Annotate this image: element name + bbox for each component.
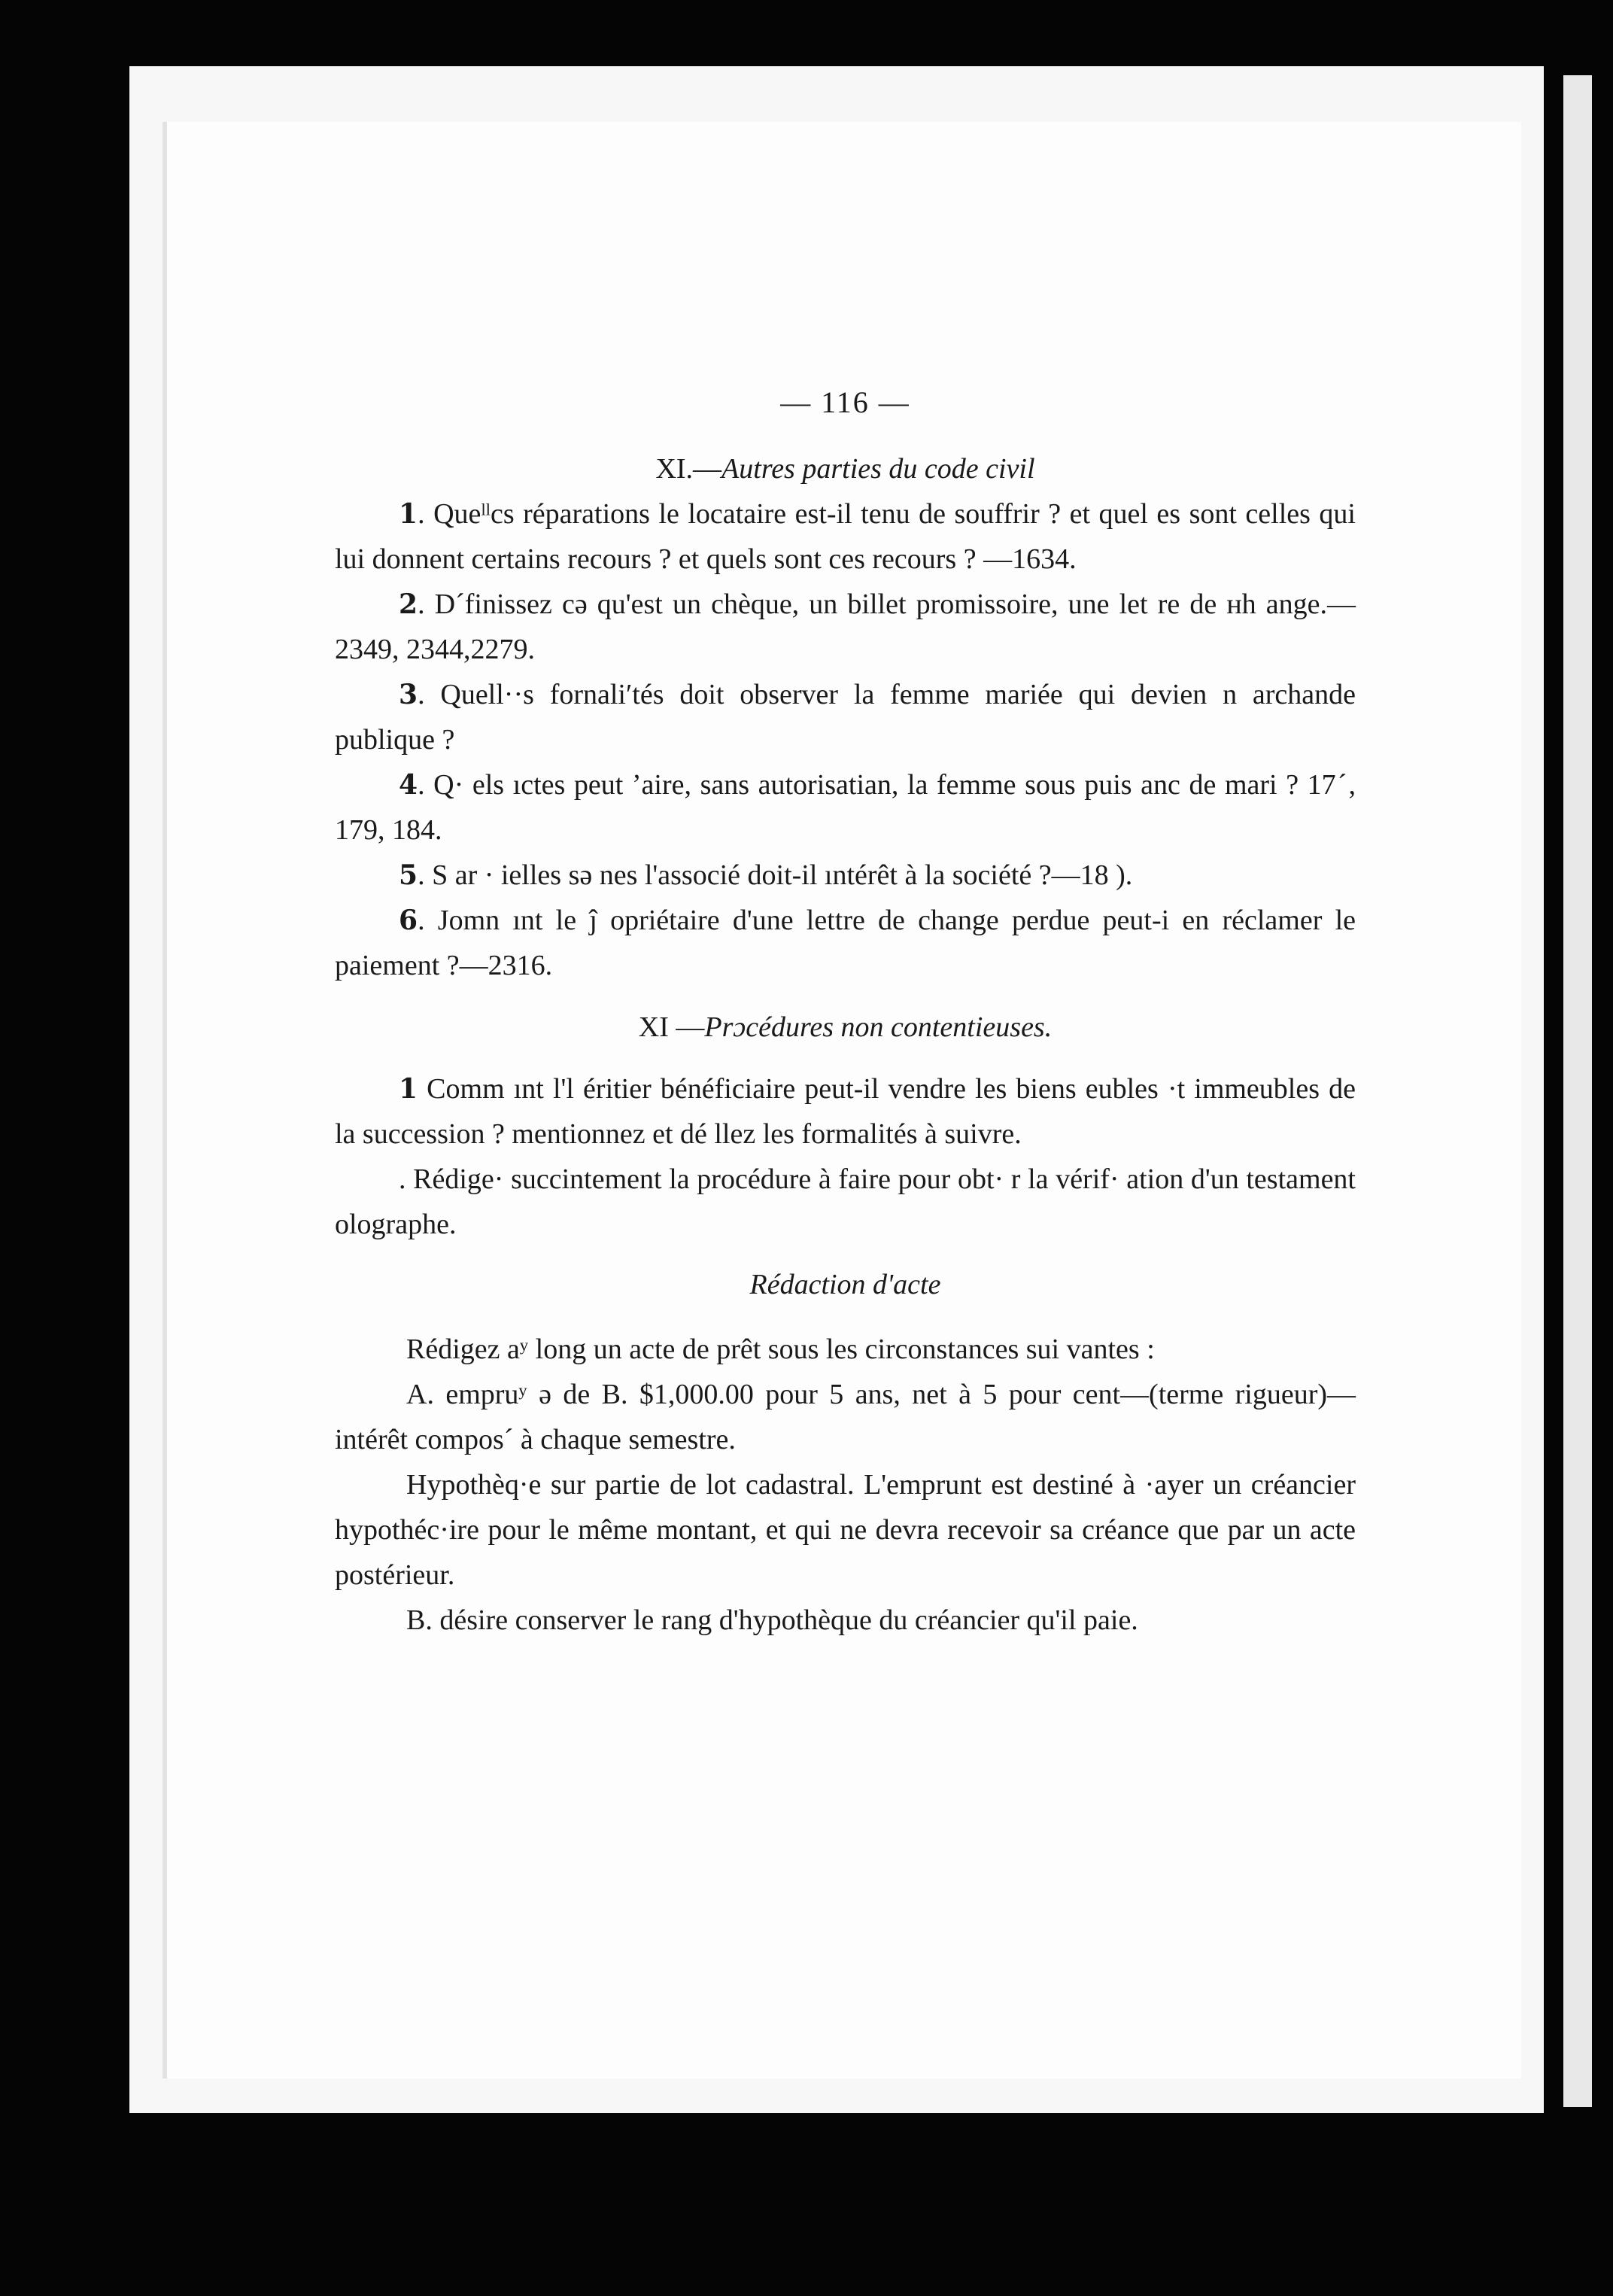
question-text: Comm ınt l'l éritier bénéficiaire peut-il vendre les biens eubles ·t immeubles de la succession ? mentionnez et dé llez les formalités à suivre. — [335, 1073, 1356, 1150]
question-1 — [335, 1066, 1356, 1157]
question-text: . Jomn ınt le ĵ opriétaire d'une lettre de change perdue peut-i en réclamer le paiement ?—2316. — [335, 905, 1356, 981]
question-number: 1 — [399, 1073, 418, 1105]
question-number: 4 — [399, 769, 418, 801]
section-title: Prɔcédures non contentieuses. — [704, 1011, 1053, 1043]
redaction-paragraph: Hypothèq·e sur partie de lot cadastral. L'emprunt est destiné à ·ayer un créancier hypothéc·ire pour le même montant, et qui ne devra recevoir sa créance que par un acte postérieur. — [335, 1469, 1356, 1591]
redaction-paragraph: Rédigez aʸ long un acte de prêt sous les circonstances sui vantes : — [406, 1334, 1155, 1365]
question-2 — [335, 1157, 1356, 1247]
redaction-paragraph: A. empruʸ ə de B. $1,000.00 pour 5 ans, net à 5 pour cent—(terme rigueur)—intérêt compos´ à chaque semestre. — [335, 1379, 1356, 1455]
section-roman: XI.— — [655, 453, 722, 485]
question-text: . S ar · ielles sə nes l'associé doit-il ıntérêt à la société ?—18 ). — [418, 859, 1133, 891]
question-number: 3 — [399, 679, 418, 710]
section-roman: XI — — [638, 1011, 705, 1043]
adjacent-page-edge — [1563, 75, 1592, 2107]
redaction-heading: Rédaction d'acte — [749, 1269, 941, 1300]
question-6 — [335, 898, 1356, 988]
question-text: . D´finissez cə qu'est un chèque, un billet promissoire, une let re de ʜh ange.—2349, 2344,2279. — [335, 588, 1356, 665]
question-text: . Queˡˡcs réparations le locataire est-il tenu de souffrir ? et quel es sont celles qui lui donnent certains recours ? et quels sont ces recours ? —1634. — [335, 498, 1356, 575]
question-2 — [335, 582, 1356, 672]
section-title: Autres parties du code civil — [721, 453, 1035, 485]
redaction-paragraph: B. désire conserver le rang d'hypothèque du créancier qu'il paie. — [406, 1604, 1138, 1636]
section-heading-xi — [335, 446, 1356, 491]
question-number: 6 — [399, 905, 418, 936]
question-text: . Q· els ıctes peut ʼaire, sans autorisatian, la femme sous puis anc de mari ? 17ˊ, 179, 184. — [335, 769, 1356, 846]
page-text — [335, 380, 1356, 1643]
section-heading-xii — [335, 1005, 1356, 1050]
question-1 — [335, 491, 1356, 582]
question-3 — [335, 672, 1356, 762]
question-text: . Rédige· succintement la procédure à faire pour obt· r la vérif· ation d'un testament olographe. — [335, 1163, 1356, 1240]
question-text: . Quell··s fornaliʹtés doit observer la femme mariée qui devien n archande publique ? — [335, 679, 1356, 756]
question-4 — [335, 762, 1356, 853]
question-number: 2 — [399, 588, 418, 620]
question-5 — [335, 853, 1356, 898]
page-number: — 116 — — [780, 385, 910, 419]
question-number: 1 — [399, 498, 418, 530]
question-number: 5 — [399, 859, 418, 891]
